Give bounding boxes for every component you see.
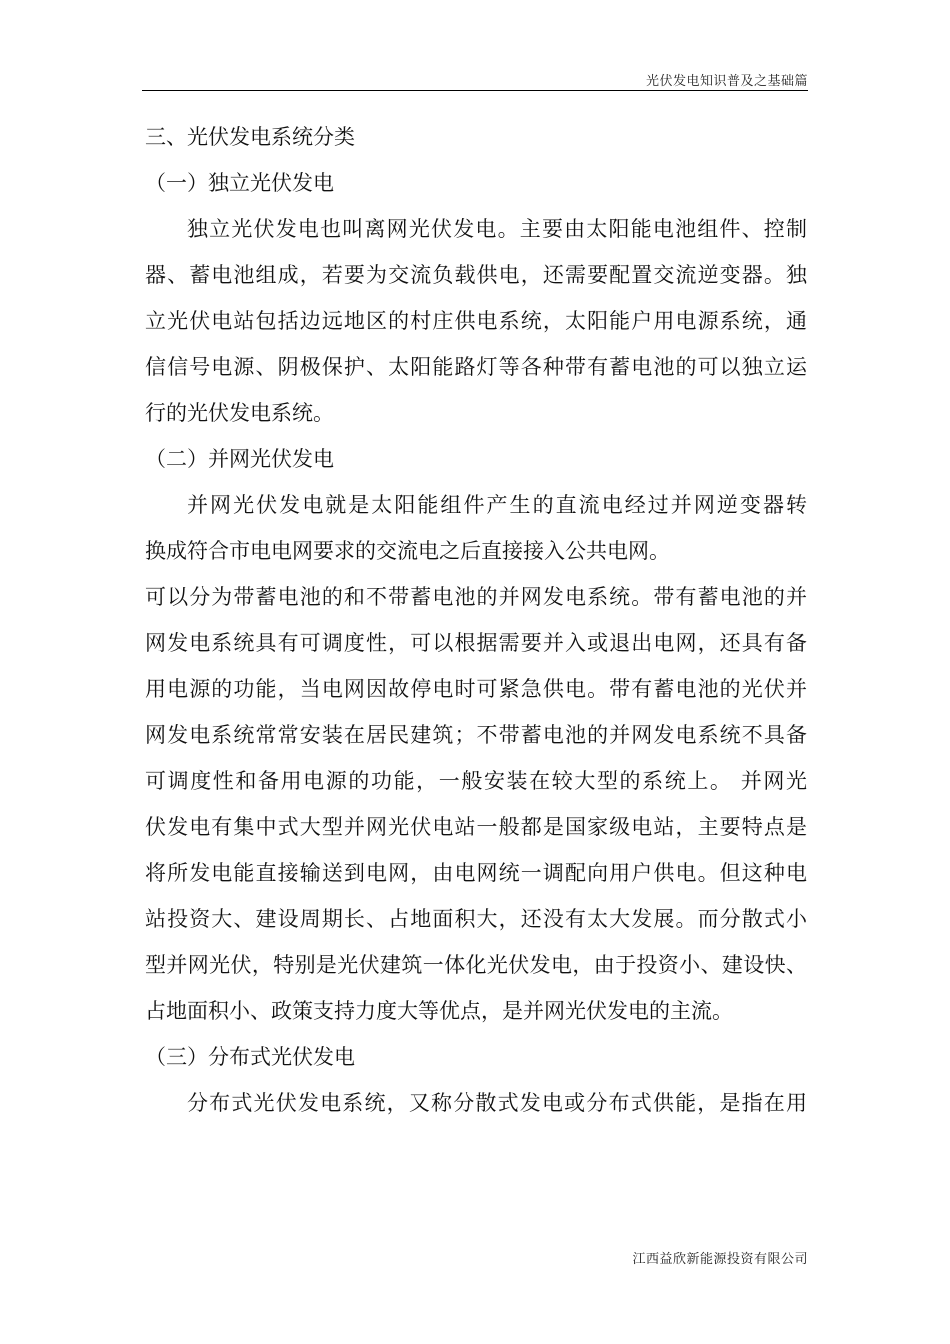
document-body: [145, 114, 807, 1126]
paragraph-line: 行的光伏发电系统。: [145, 401, 334, 425]
subsection-heading-standalone: （一）独立光伏发电: [145, 171, 334, 195]
page-header-title: 光伏发电知识普及之基础篇: [645, 74, 808, 89]
paragraph-line: 型并网光伏，特别是光伏建筑一体化光伏发电，由于投资小、建设快、: [145, 953, 807, 977]
paragraph-line: 可调度性和备用电源的功能，一般安装在较大型的系统上。 并网光: [145, 769, 807, 793]
paragraph-standalone: [145, 206, 807, 436]
header-divider: [142, 90, 808, 91]
paragraph-line: 网发电系统常常安装在居民建筑；不带蓄电池的并网发电系统不具备: [145, 723, 807, 747]
paragraph-line: 站投资大、建设周期长、占地面积大，还没有太大发展。而分散式小: [145, 907, 807, 931]
subsection-heading-grid-connected: （二）并网光伏发电: [145, 447, 334, 471]
paragraph-line: 换成符合市电电网要求的交流电之后直接接入公共电网。: [145, 539, 670, 563]
paragraph-distributed: [145, 1080, 807, 1126]
section-title: 三、光伏发电系统分类: [145, 125, 355, 149]
paragraph-line: 信信号电源、阴极保护、太阳能路灯等各种带有蓄电池的可以独立运: [145, 355, 807, 379]
paragraph-line: 独立光伏发电也叫离网光伏发电。主要由太阳能电池组件、控制: [187, 217, 807, 241]
paragraph-line: 器、蓄电池组成，若要为交流负载供电，还需要配置交流逆变器。独: [145, 263, 807, 287]
paragraph-line: 用电源的功能，当电网因故停电时可紧急供电。带有蓄电池的光伏并: [145, 677, 807, 701]
paragraph-line: 网发电系统具有可调度性，可以根据需要并入或退出电网，还具有备: [145, 631, 807, 655]
subsection-heading-distributed: （三）分布式光伏发电: [145, 1045, 355, 1069]
paragraph-line: 将所发电能直接输送到电网，由电网统一调配向用户供电。但这种电: [145, 861, 807, 885]
paragraph-line: 伏发电有集中式大型并网光伏电站一般都是国家级电站，主要特点是: [145, 815, 807, 839]
paragraph-grid-connected: [145, 482, 807, 1034]
paragraph-line: 占地面积小、政策支持力度大等优点，是并网光伏发电的主流。: [145, 999, 733, 1023]
paragraph-line: 立光伏电站包括边远地区的村庄供电系统，太阳能户用电源系统，通: [145, 309, 807, 333]
paragraph-line: 并网光伏发电就是太阳能组件产生的直流电经过并网逆变器转: [187, 493, 807, 517]
page-footer-company: 江西益欣新能源投资有限公司: [632, 1252, 808, 1267]
paragraph-line: 可以分为带蓄电池的和不带蓄电池的并网发电系统。带有蓄电池的并: [145, 585, 807, 609]
paragraph-line: 分布式光伏发电系统，又称分散式发电或分布式供能，是指在用: [187, 1091, 807, 1115]
